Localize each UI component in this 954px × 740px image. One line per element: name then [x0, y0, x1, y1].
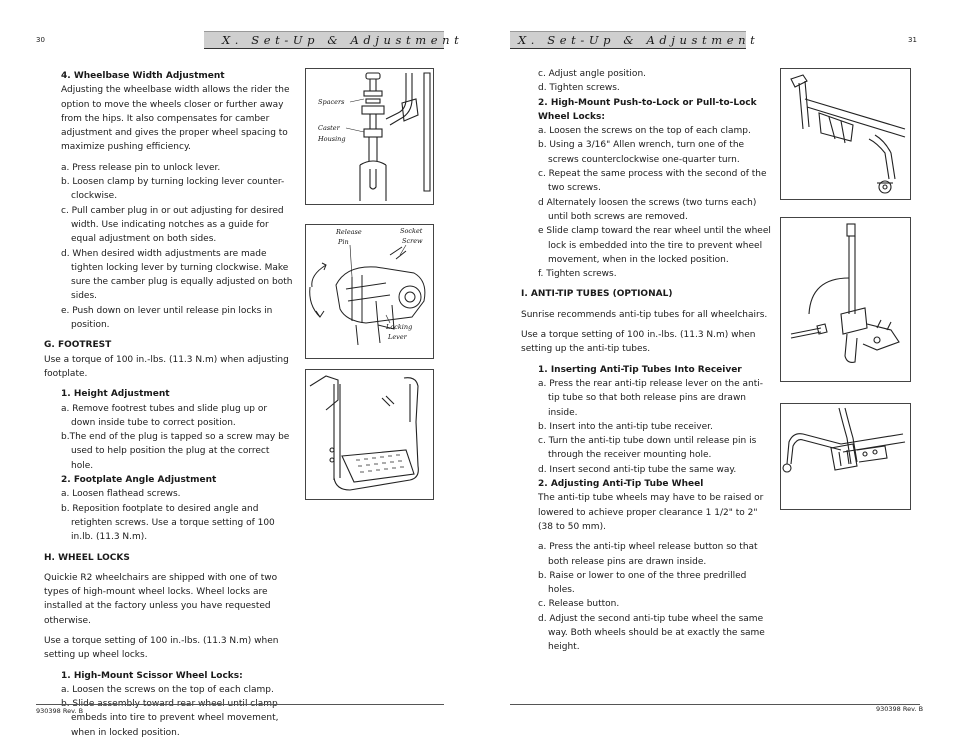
section-header-left: X. Set-Up & Adjustment — [222, 33, 464, 47]
label-release: Release — [336, 228, 362, 236]
footer-left: 930398 Rev. B — [36, 707, 84, 715]
instruction-step: b. Using a 3/16" Allen wrench, turn one of the screws counterclockwise one-quarter turn. — [538, 140, 745, 165]
footer-rule-left — [36, 704, 444, 705]
paragraph: Sunrise recommends anti-tip tubes for all wheelchairs. — [521, 309, 768, 320]
section-heading: 1. High-Mount Scissor Wheel Locks: — [61, 670, 243, 681]
label-lever: Lever — [388, 333, 407, 341]
section-heading: 1. Height Adjustment — [61, 389, 170, 400]
page-number-right: 31 — [908, 36, 917, 44]
right-page-text — [521, 67, 771, 655]
paragraph: The anti-tip tube wheels may have to be raised or lowered to achieve proper clearance 1 1/2" to 2" (38 to 50 mm). — [538, 493, 764, 532]
section-heading: 4. Wheelbase Width Adjustment — [61, 71, 225, 81]
label-socket: Socket — [400, 227, 423, 235]
label-spacers: Spacers — [318, 98, 345, 106]
label-locking: Locking — [386, 323, 413, 331]
figure-wheel-lock-frame — [780, 68, 911, 200]
paragraph: Use a torque of 100 in.-lbs. (11.3 N.m) when adjusting footplate. — [44, 354, 289, 379]
section-heading: 2. Footplate Angle Adjustment — [61, 475, 217, 486]
label-screw: Screw — [402, 237, 423, 245]
instruction-step: c. Repeat the same process with the second of the two screws. — [538, 169, 767, 194]
section-heading: G. FOOTREST — [44, 340, 112, 351]
instruction-step: a. Press release pin to unlock lever. — [61, 162, 221, 173]
instruction-step: b. Insert into the anti-tip tube receiver. — [538, 421, 713, 432]
instruction-step: d Alternately loosen the screws (two turns each) until both screws are removed. — [538, 197, 757, 222]
instruction-step: f. Tighten screws. — [538, 269, 617, 280]
paragraph: Quickie R2 wheelchairs are shipped with one of two types of high-mount wheel locks. Wheel locks are installed at the factory unless you have requested otherwise. — [44, 572, 278, 626]
instruction-step: b. Raise or lower to one of the three predrilled holes. — [538, 570, 747, 596]
section-header-right: X. Set-Up & Adjustment — [518, 33, 760, 47]
instruction-step: d. Adjust the second anti-tip tube wheel the same way. Both wheels should be at exactly the same height. — [538, 613, 765, 653]
instruction-step: b. Reposition footplate to desired angle and retighten screws. Use a torque setting of 100 in.lb. (11.3 N.m). — [61, 503, 275, 543]
anti-tip-tube-drawing — [781, 218, 910, 381]
instruction-step: e. Push down on lever until release pin locks in position. — [61, 305, 273, 331]
footplate-drawing — [306, 370, 433, 499]
paragraph: Adjusting the wheelbase width allows the rider the option to move the wheels closer or further away from the hips. It also compensates for camber adjustment and gives the proper wheel spacing to maximize pushing efficiency. — [61, 85, 290, 153]
figure-footplate — [305, 369, 434, 500]
section-heading: 2. Adjusting Anti-Tip Tube Wheel — [538, 479, 704, 490]
paragraph: Use a torque setting of 100 in.-lbs. (11.3 N.m) when setting up wheel locks. — [44, 635, 279, 661]
release-pin-drawing — [306, 225, 433, 358]
section-heading: 2. High-Mount Push-to-Lock or Pull-to-Lock Wheel Locks: — [538, 97, 757, 122]
instruction-step: c. Pull camber plug in or out adjusting for desired width. Use indicating notches as a guide for equal adjustment on both sides. — [61, 205, 284, 245]
instruction-step: c. Turn the anti-tip tube down until release pin is through the receiver mounting hole. — [538, 436, 757, 461]
instruction-step: b.The end of the plug is tapped so a screw may be used to help position the plug at the correct hole. — [61, 432, 290, 471]
instruction-step: a. Loosen the screws on the top of each clamp. — [538, 126, 751, 137]
section-heading: H. WHEEL LOCKS — [44, 552, 130, 563]
instruction-step: a. Remove footrest tubes and slide plug up or down inside tube to correct position. — [61, 403, 268, 428]
figure-anti-tip-tube — [780, 217, 911, 382]
instruction-step: e Slide clamp toward the rear wheel until the wheel lock is embedded into the tire to prevent wheel movement, when in the locked position. — [538, 226, 771, 265]
figure-release-pin-lever — [305, 224, 434, 359]
instruction-step: a. Press the anti-tip wheel release button so that both release pins are drawn inside. — [538, 542, 758, 567]
instruction-step: d. Tighten screws. — [538, 83, 620, 94]
anti-tip-wheel-drawing — [781, 404, 910, 509]
paragraph: Use a torque setting of 100 in.-lbs. (11.3 N.m) when setting up the anti-tip tubes. — [521, 330, 756, 355]
figure-anti-tip-wheel — [780, 403, 911, 510]
instruction-step: b. Slide assembly toward rear wheel until clamp embeds into tire to prevent wheel movement, when in locked position. — [61, 699, 279, 738]
wheel-lock-frame-drawing — [781, 69, 910, 199]
instruction-step: d. Insert second anti-tip tube the same way. — [538, 464, 737, 475]
label-housing: Housing — [318, 135, 346, 143]
section-heading: 1. Inserting Anti-Tip Tubes Into Receiver — [538, 364, 742, 375]
instruction-step: a. Loosen flathead screws. — [61, 489, 181, 500]
footer-right: 930398 Rev. B — [876, 705, 924, 713]
left-page-text — [44, 69, 294, 740]
instruction-step: a. Loosen the screws on the top of each clamp. — [61, 684, 274, 695]
figure-caster-spacers — [305, 68, 434, 205]
instruction-step: a. Press the rear anti-tip release lever on the anti-tip tube so that both release pins are drawn inside. — [538, 378, 763, 418]
section-heading: I. ANTI-TIP TUBES (OPTIONAL) — [521, 289, 673, 300]
instruction-step: b. Loosen clamp by turning locking lever counter-clockwise. — [61, 177, 285, 202]
label-caster: Caster — [318, 124, 340, 132]
caster-spacers-drawing — [306, 69, 433, 204]
instruction-step: c. Adjust angle position. — [538, 69, 647, 79]
instruction-step: c. Release button. — [538, 599, 620, 610]
page-number-left: 30 — [36, 36, 45, 44]
label-pin: Pin — [338, 238, 349, 246]
instruction-step: d. When desired width adjustments are made tighten locking lever by turning clockwise. Make sure the camber plug is equally adjusted on both sides. — [61, 248, 293, 302]
footer-rule-right — [510, 704, 920, 705]
